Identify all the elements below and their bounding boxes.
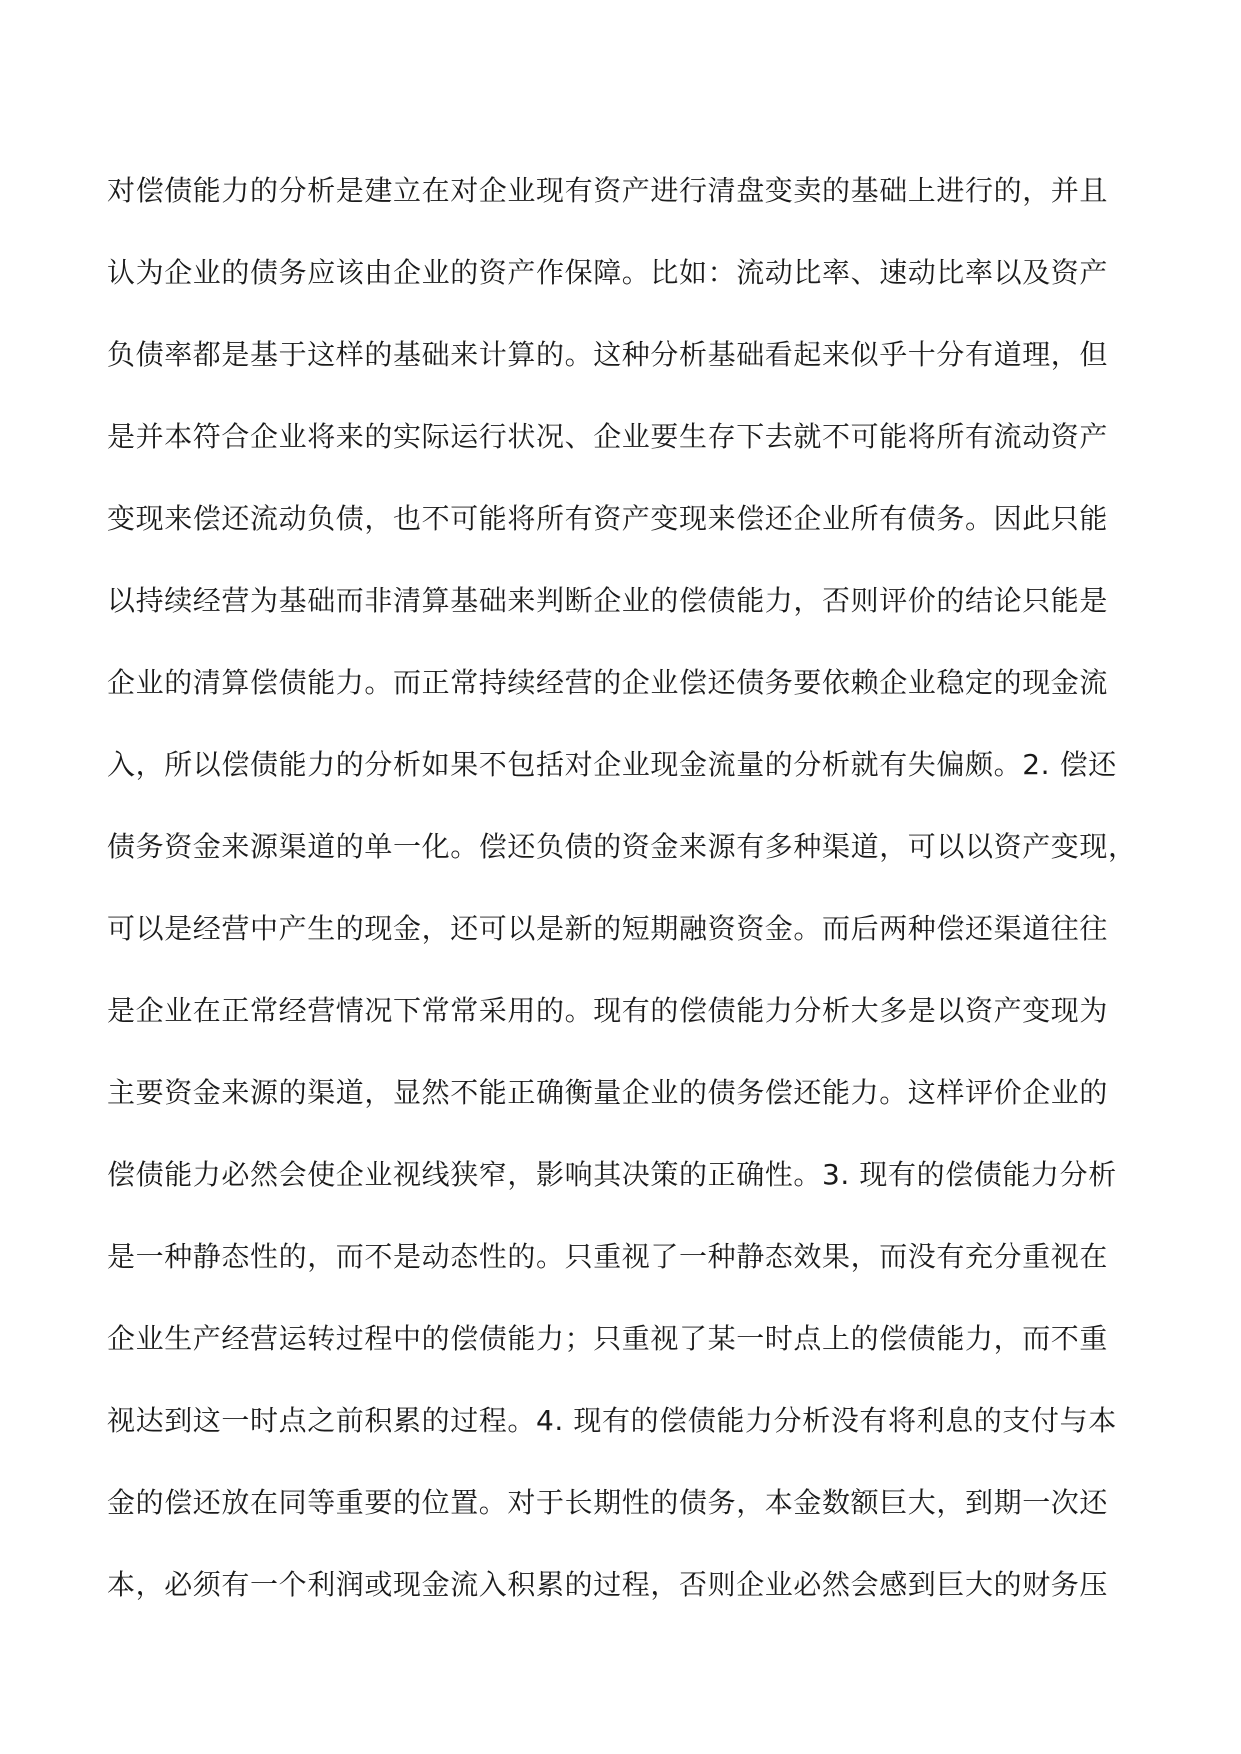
text-line: 债务资金来源渠道的单一化。偿还负债的资金来源有多种渠道，可以以资产变现， [107,830,1137,863]
body-text [107,165,1147,1641]
text-line: 视达到这一时点之前积累的过程。4. 现有的偿债能力分析没有将利息的支付与本 [107,1404,1117,1437]
text-line: 是企业在正常经营情况下常常采用的。现有的偿债能力分析大多是以资产变现为 [107,994,1109,1027]
text-line: 入，所以偿债能力的分析如果不包括对企业现金流量的分析就有失偏颇。2. 偿还 [107,748,1117,781]
text-line: 对偿债能力的分析是建立在对企业现有资产进行清盘变卖的基础上进行的，并且 [107,174,1109,207]
text-line: 以持续经营为基础而非清算基础来判断企业的偿债能力，否则评价的结论只能是 [107,584,1109,617]
text-line: 金的偿还放在同等重要的位置。对于长期性的债务，本金数额巨大，到期一次还 [107,1486,1109,1519]
text-line: 变现来偿还流动负债，也不可能将所有资产变现来偿还企业所有债务。因此只能 [107,502,1109,535]
text-line: 偿债能力必然会使企业视线狭窄，影响其决策的正确性。3. 现有的偿债能力分析 [107,1158,1117,1191]
text-line: 主要资金来源的渠道，显然不能正确衡量企业的债务偿还能力。这样评价企业的 [107,1076,1109,1109]
text-line: 负债率都是基于这样的基础来计算的。这种分析基础看起来似乎十分有道理，但 [107,338,1109,371]
text-line: 是并本符合企业将来的实际运行状况、企业要生存下去就不可能将所有流动资产 [107,420,1109,453]
text-line: 本，必须有一个利润或现金流入积累的过程，否则企业必然会感到巨大的财务压 [107,1568,1109,1601]
text-line: 可以是经营中产生的现金，还可以是新的短期融资资金。而后两种偿还渠道往往 [107,912,1109,945]
text-line: 企业生产经营运转过程中的偿债能力；只重视了某一时点上的偿债能力，而不重 [107,1322,1109,1355]
text-line: 是一种静态性的，而不是动态性的。只重视了一种静态效果，而没有充分重视在 [107,1240,1109,1273]
text-line: 企业的清算偿债能力。而正常持续经营的企业偿还债务要依赖企业稳定的现金流 [107,666,1109,699]
text-line: 认为企业的债务应该由企业的资产作保障。比如：流动比率、速动比率以及资产 [107,256,1109,289]
